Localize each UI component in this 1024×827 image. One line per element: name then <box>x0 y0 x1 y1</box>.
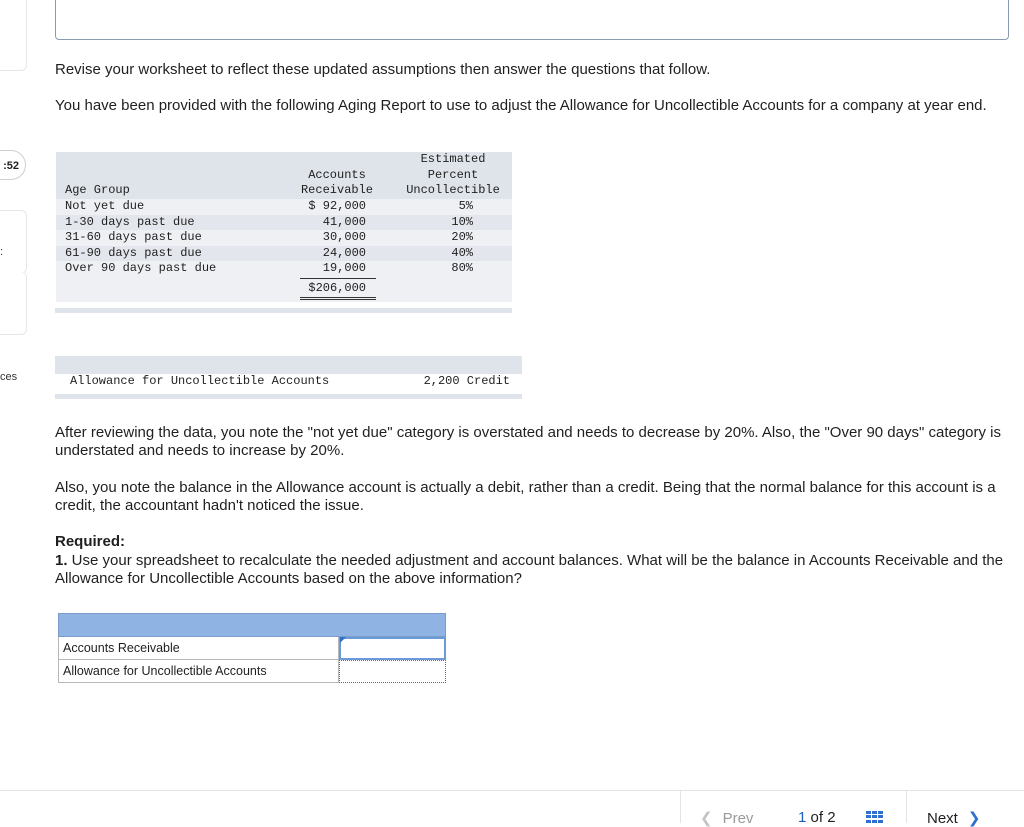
previous-answer-box[interactable] <box>55 0 1009 40</box>
age-cell: 61-90 days past due <box>65 245 202 260</box>
next-button[interactable] <box>927 809 980 827</box>
page-of: of 2 <box>810 809 836 826</box>
pct-cell: 20% <box>451 230 473 244</box>
pct-header-1: Estimated <box>420 152 486 166</box>
sidebar-item[interactable] <box>0 210 27 274</box>
answer-table-header <box>58 613 446 637</box>
age-group-header: Age Group <box>65 183 130 197</box>
chevron-left-icon: ❮ <box>700 810 713 827</box>
ar-cell: 30,000 <box>322 230 366 244</box>
accounts-receivable-input[interactable] <box>339 637 446 660</box>
timer-text: :52 <box>3 160 19 172</box>
ar-cell: 24,000 <box>322 245 366 260</box>
next-label: Next <box>927 810 958 827</box>
page-current: 1 <box>798 809 807 826</box>
sidebar-item-label[interactable]: ces <box>0 371 18 383</box>
nav-divider <box>906 791 907 823</box>
sidebar-panel-top <box>0 0 27 71</box>
bottom-navigation <box>0 790 1024 827</box>
ar-cell: 41,000 <box>322 214 366 229</box>
aging-total-row <box>56 281 512 297</box>
aging-row <box>56 230 512 246</box>
aging-report-table <box>56 152 512 302</box>
answer-label-ar: Accounts Receivable <box>58 637 339 660</box>
ar-cell: 19,000 <box>322 261 366 275</box>
age-cell: 31-60 days past due <box>65 230 202 244</box>
age-cell: 1-30 days past due <box>65 214 195 229</box>
question-text: Use your spreadsheet to recalculate the needed adjustment and account balances. What will be the balance in Accounts Receivable and the Allowance for Uncollectible Accounts based on the above information? <box>55 552 1004 587</box>
prev-button[interactable] <box>700 809 753 827</box>
allowance-input[interactable] <box>339 660 446 683</box>
aging-row <box>56 199 512 215</box>
ar-total-cell: $206,000 <box>308 281 366 295</box>
grid-icon[interactable] <box>866 811 884 823</box>
answer-row-ar <box>58 637 446 660</box>
required-heading: Required: <box>55 533 126 550</box>
ar-cell: $ 92,000 <box>308 199 366 213</box>
allowance-label: Allowance for Uncollectible Accounts <box>70 374 330 388</box>
pct-cell: 80% <box>451 261 473 275</box>
pct-header-3: Uncollectible <box>406 183 500 197</box>
pct-cell: 40% <box>451 245 473 260</box>
allowance-header-band <box>55 356 522 374</box>
ar-header-1: Accounts <box>308 167 366 182</box>
aging-row <box>56 261 512 277</box>
ar-header-2: Receivable <box>300 183 373 197</box>
aging-report-footer <box>55 308 512 313</box>
answer-row-allowance <box>58 660 446 683</box>
cell-flag-icon <box>340 637 346 643</box>
sidebar-item[interactable] <box>0 272 27 335</box>
sidebar-item-label: : <box>0 246 4 258</box>
provided-text: You have been provided with the following Aging Report to use to adjust the Allowance for Uncollectible Accounts for a company at year end. <box>55 97 987 114</box>
pct-header-2: Percent <box>427 167 479 182</box>
question-1 <box>55 552 1010 588</box>
age-cell: Over 90 days past due <box>65 261 217 275</box>
note-debit-balance: Also, you note the balance in the Allowance account is actually a debit, rather than a credit. Being that the normal balance for this account is a credit, the accountant hadn't noticed the issue. <box>55 479 996 514</box>
note-overstated: After reviewing the data, you note the "not yet due" category is overstated and needs to decrease by 20%. Also, the "Over 90 days" category is understated and needs to increase by 20%. <box>55 424 1002 459</box>
pct-cell: 10% <box>451 214 473 229</box>
timer-badge <box>0 150 26 180</box>
chevron-right-icon: ❯ <box>967 810 981 827</box>
age-cell: Not yet due <box>65 199 145 213</box>
allowance-value: 2,200 Credit <box>423 374 510 388</box>
aging-row <box>56 246 512 262</box>
total-double-rule <box>300 297 376 300</box>
pct-cell: 5% <box>458 199 473 213</box>
allowance-row <box>55 374 522 394</box>
nav-divider <box>680 791 681 823</box>
subtotal-rule <box>300 278 376 279</box>
prev-label: Prev <box>722 810 754 827</box>
aging-row <box>56 215 512 231</box>
answer-label-allowance: Allowance for Uncollectible Accounts <box>58 660 339 683</box>
page-indicator[interactable] <box>798 809 836 826</box>
intro-text: Revise your worksheet to reflect these updated assumptions then answer the questions that follow. <box>55 61 711 78</box>
question-number: 1. <box>55 552 68 569</box>
allowance-footer <box>55 394 522 399</box>
